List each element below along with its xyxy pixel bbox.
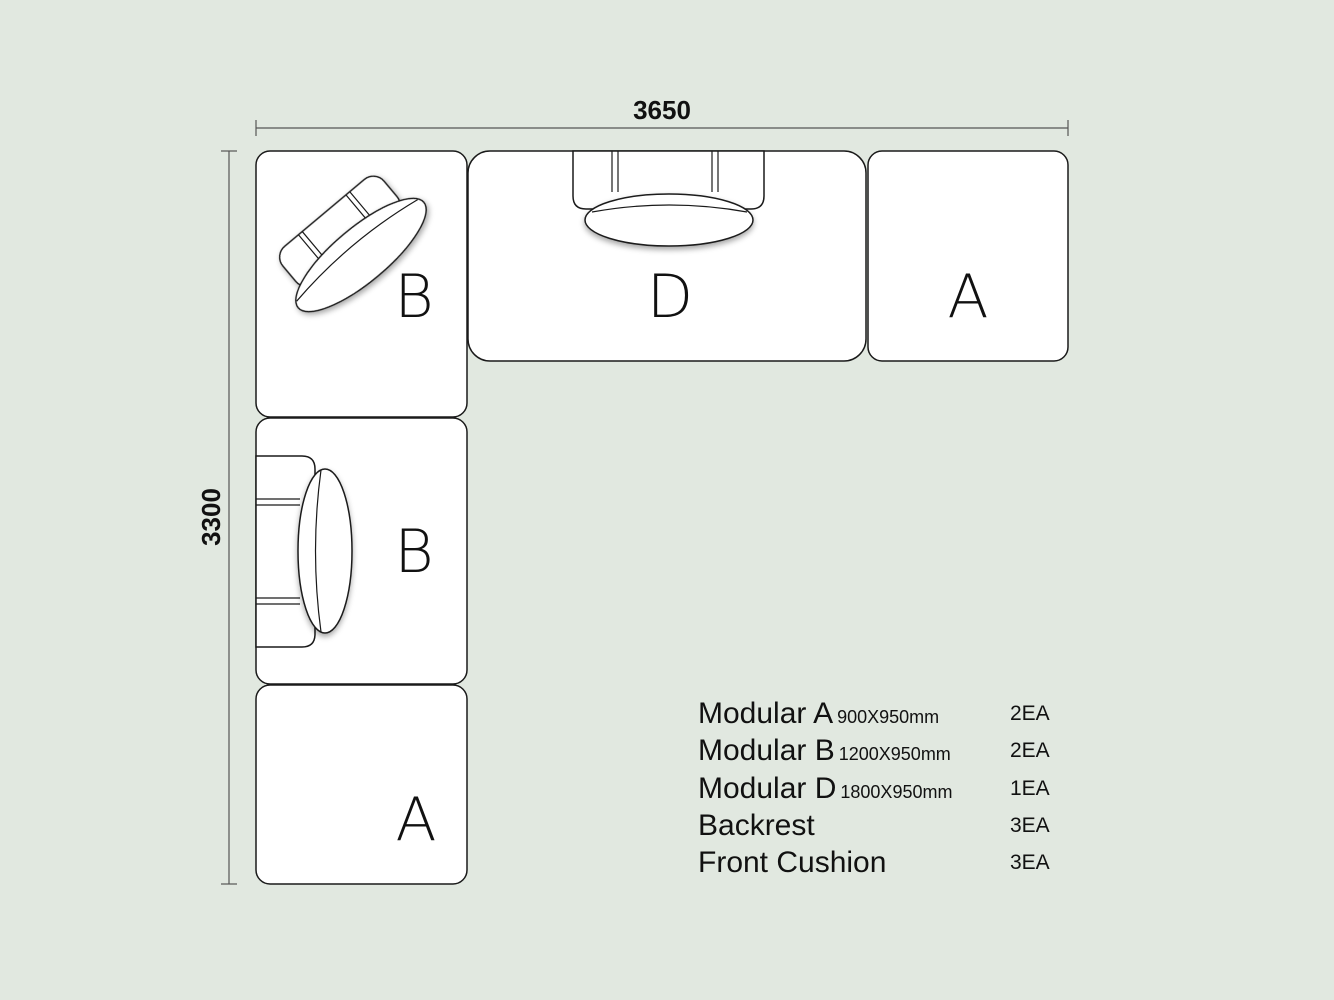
legend-item-qty: 2EA bbox=[1010, 702, 1050, 725]
legend-row-backrest bbox=[698, 807, 1098, 844]
height-dimension bbox=[196, 151, 237, 884]
legend-item-name: Backrest bbox=[698, 808, 815, 842]
legend-row-front-cushion bbox=[698, 844, 1098, 881]
front-cushion-top bbox=[585, 194, 753, 246]
legend-item-qty: 3EA bbox=[1010, 813, 1050, 837]
legend-item-size: 1200X950mm bbox=[838, 744, 951, 765]
legend-item-size: 900X950mm bbox=[837, 707, 940, 727]
legend-item-name: Modular B bbox=[698, 734, 835, 768]
module-d-top-label: D bbox=[646, 262, 694, 332]
width-dimension bbox=[256, 95, 1068, 136]
width-dimension-label: 3650 bbox=[633, 95, 691, 125]
module-a-bottom-label: A bbox=[395, 785, 437, 855]
legend-row-modular-a bbox=[698, 695, 1098, 732]
legend-row-modular-d bbox=[698, 770, 1098, 807]
legend-row-modular-b bbox=[698, 732, 1098, 769]
legend-item-name: Modular A bbox=[698, 697, 834, 730]
parts-legend bbox=[698, 695, 1098, 881]
height-dimension-label: 3300 bbox=[196, 488, 226, 546]
legend-item-size: 1800X950mm bbox=[840, 781, 953, 802]
legend-item-qty: 2EA bbox=[1010, 739, 1050, 763]
legend-item-name: Modular D bbox=[698, 771, 837, 805]
module-a-top bbox=[868, 151, 1068, 361]
legend-item-qty: 3EA bbox=[1010, 851, 1050, 875]
module-b-top-label: B bbox=[394, 262, 434, 332]
module-a-top-label: A bbox=[947, 262, 989, 332]
legend-item-name: Front Cushion bbox=[698, 846, 887, 880]
module-a-bottom bbox=[256, 685, 467, 884]
front-cushion-left bbox=[298, 469, 352, 633]
module-b-left-label: B bbox=[394, 517, 434, 587]
legend-item-qty: 1EA bbox=[1010, 776, 1050, 800]
